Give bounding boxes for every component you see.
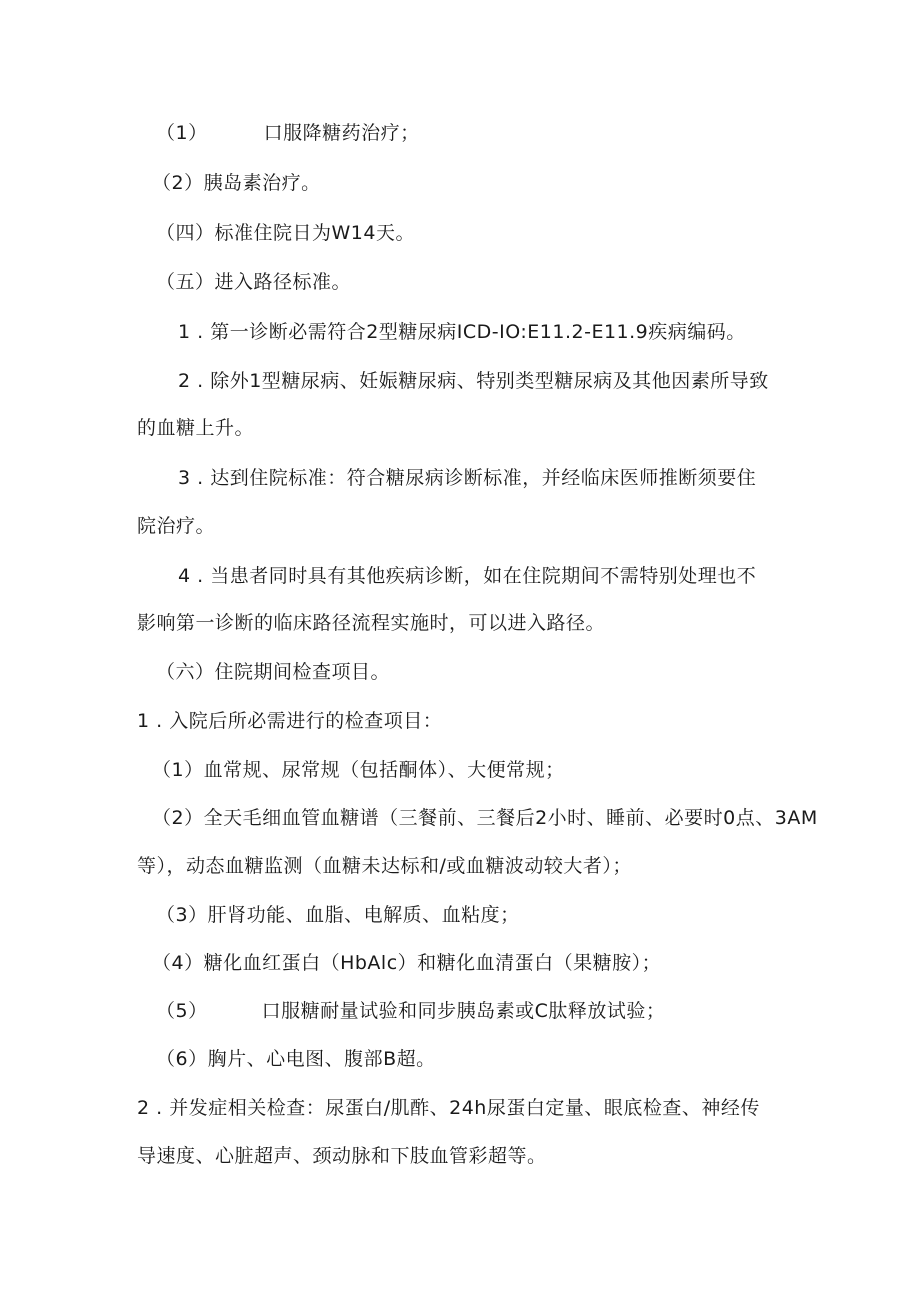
subheading-complication-exams: 2 . 并发症相关检查：尿蛋白/肌酢、24h尿蛋白定量、眼底检查、神经传 [137, 1097, 760, 1119]
list-item-ogtt [156, 999, 665, 1023]
section-heading-exam-items: （六）住院期间检查项目。 [156, 661, 391, 683]
list-item-oral-drugs [156, 121, 420, 145]
paragraph-criterion-2: 2 . 除外1型糖尿病、妊娠糖尿病、特别类型糖尿病及其他因素所导致 [178, 370, 769, 392]
list-item-glucose-profile: （2）全天毛细血管血糖谱（三餐前、三餐后2小时、睡前、必要时0点、3AM [152, 807, 818, 829]
list-item-liver-kidney: （3）肝肾功能、血脂、电解质、血粘度； [156, 904, 520, 926]
paragraph-criterion-3: 3 . 达到住院标准：符合糖尿病诊断标准，并经临床医师推断须要住 [178, 467, 757, 489]
list-item-glucose-profile-cont: 等），动态血糖监测（血糖未达标和/或血糖波动较大者）； [137, 855, 632, 877]
paragraph-criterion-4-cont: 影响第一诊断的临床路径流程实施时，可以进入路径。 [137, 612, 606, 634]
paragraph-criterion-1: 1 . 第一诊断必需符合2型糖尿病ICD-IO:E11.2-E11.9疾病编码。 [178, 321, 746, 343]
paragraph-criterion-2-cont: 的血糖上升。 [137, 417, 255, 439]
paragraph-criterion-3-cont: 院治疗。 [137, 515, 216, 537]
list-item-routine-tests: （1）血常规、尿常规（包括酮体）、大便常规； [152, 759, 565, 781]
list-item-insulin: （2）胰岛素治疗。 [152, 172, 321, 194]
item-marker: （5） [156, 1000, 208, 1022]
section-heading-hospital-days: （四）标准住院日为W14天。 [156, 222, 415, 244]
subheading-complication-exams-cont: 导速度、心脏超声、颈动脉和下肢血管彩超等。 [137, 1145, 547, 1167]
list-item-hba1c: （4）糖化血红蛋白（HbAlc）和糖化血清蛋白（果糖胺）； [152, 952, 662, 974]
item-text: 口服降糖药治疗； [263, 122, 420, 144]
section-heading-entry-criteria: （五）进入路径标准。 [156, 271, 352, 293]
subheading-required-exams: 1 . 入院后所必需进行的检查项目： [137, 710, 443, 732]
list-item-imaging: （6）胸片、心电图、腹部B超。 [156, 1048, 436, 1070]
item-text: 口服糖耐量试验和同步胰岛素或C肽释放试验； [261, 1000, 666, 1022]
item-marker: （1） [156, 122, 208, 144]
paragraph-criterion-4: 4 . 当患者同时具有其他疾病诊断，如在住院期间不需特别处理也不 [178, 565, 757, 587]
